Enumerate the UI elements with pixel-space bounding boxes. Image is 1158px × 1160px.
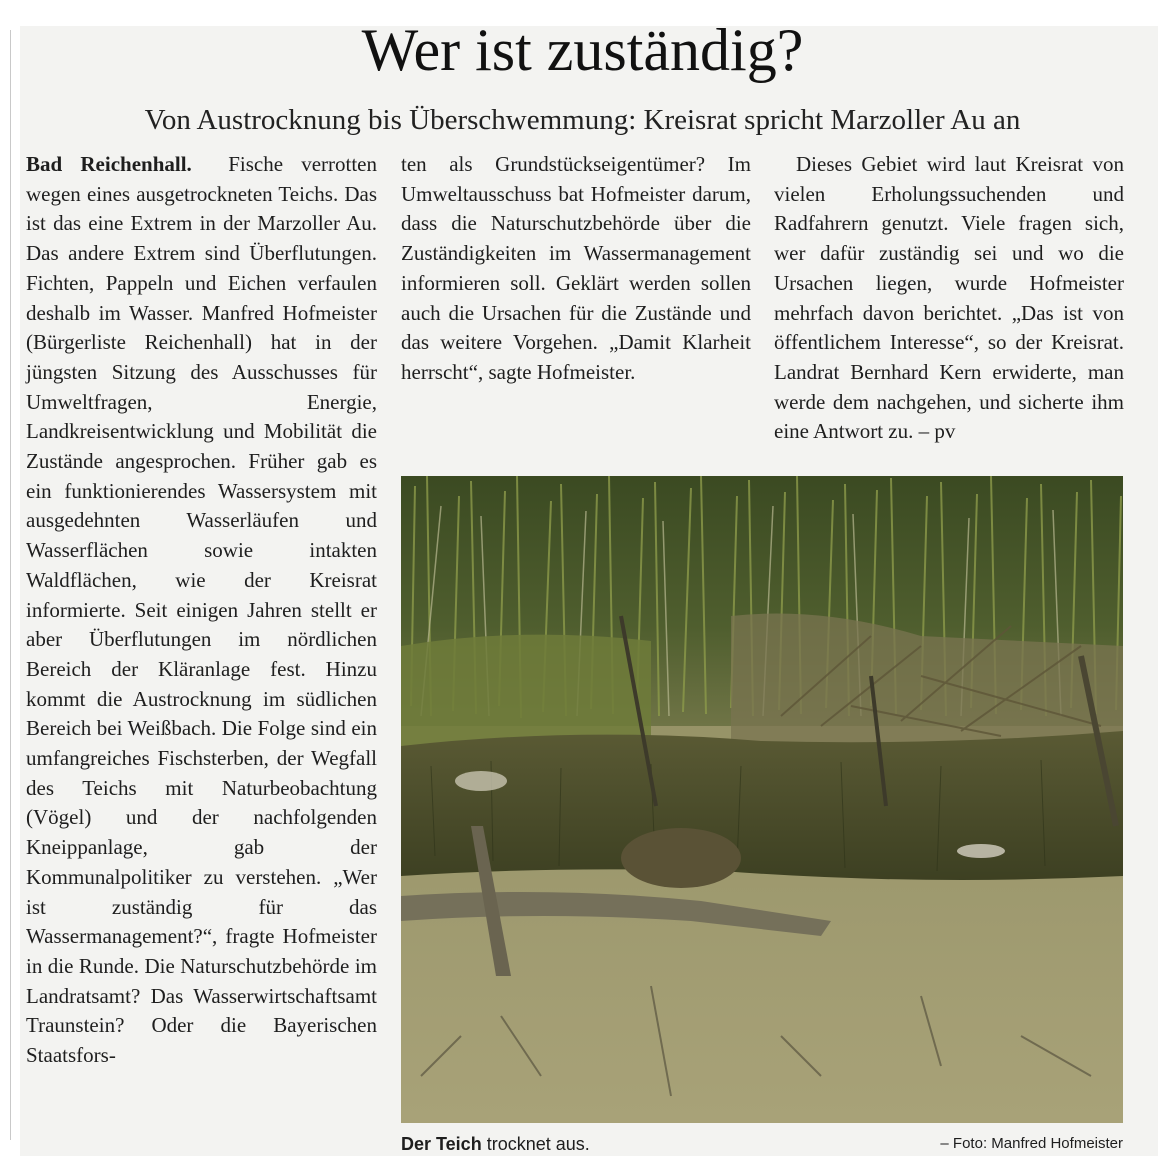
- column-rule: [10, 30, 11, 1140]
- photo-credit: – Foto: Manfred Hofmeister: [940, 1135, 1123, 1152]
- caption-text: trocknet aus.: [481, 1134, 590, 1154]
- column-2-text: ten als Grundstückseigentümer? Im Umweltausschuss bat Hofmeister darum, dass die Naturschutzbehörde über die Zuständigkeiten im Wassermanagement informieren soll. Geklärt werden sollen auch die Ursachen für die Zustände und das weitere Vorgehen. „Damit Klarheit herrscht“, sagte Hofmeister.: [401, 152, 751, 384]
- column-3-text: Dieses Gebiet wird laut Kreisrat von vielen Erholungssuchenden und Radfahrern genutzt. Viele fragen sich, wer dafür zuständig sei und wo die Ursachen liegen, wurde Hofmeister mehrfach davon berichtet. „Das ist von öffentlichem Interesse“, so der Kreisrat. Landrat Bernhard Kern erwiderte, man werde dem nachgehen, und sicherte ihm eine Antwort zu. – pv: [774, 152, 1124, 444]
- dateline: Bad Reichenhall.: [26, 152, 192, 176]
- caption-bold-text: Der Teich: [401, 1134, 482, 1154]
- article-column-1: [26, 150, 377, 1071]
- headline: Wer ist zuständig?: [361, 17, 804, 83]
- article-column-3: [774, 150, 1124, 447]
- photo-caption: [401, 1131, 1123, 1157]
- article-column-2: [401, 150, 751, 388]
- subheadline: Von Austrocknung bis Überschwemmung: Kreisrat spricht Marzoller Au an: [144, 104, 1021, 136]
- pond-photo-illustration: [401, 476, 1123, 1123]
- pond-photo: [401, 476, 1123, 1123]
- column-1-text: Fische verrotten wegen eines ausgetrockneten Teichs. Das ist das eine Extrem in der Marzoller Au. Das andere Extrem sind Überflutungen. Fichten, Pappeln und Eichen verfaulen deshalb im Wasser. Manfred Hofmeister (Bürgerliste Reichenhall) hat in der jüngsten Sitzung des Ausschusses für Umweltfragen, Energie, Landkreisentwicklung und Mobilität die Zustände angesprochen. Früher gab es ein funktionierendes Wassersystem mit ausgedehnten Wasserläufen und Wasserflächen sowie intakten Waldflächen, wie der Kreisrat informierte. Seit einigen Jahren stellt er aber Überflutungen im nördlichen Bereich der Kläranlage fest. Hinzu kommt die Austrocknung im südlichen Bereich bei Weißbach. Die Folge sind ein umfangreiches Fischsterben, der Wegfall des Teichs mit Naturbeobachtung (Vögel) und der nachfolgenden Kneippanlage, gab der Kommunalpolitiker zu verstehen. „Wer ist zuständig für das Wassermanagement?“, fragte Hofmeister in die Runde. Die Naturschutzbehörde im Landratsamt? Das Wasserwirtschaftsamt Traunstein? Oder die Bayerischen Staatsfors-: [26, 152, 378, 1068]
